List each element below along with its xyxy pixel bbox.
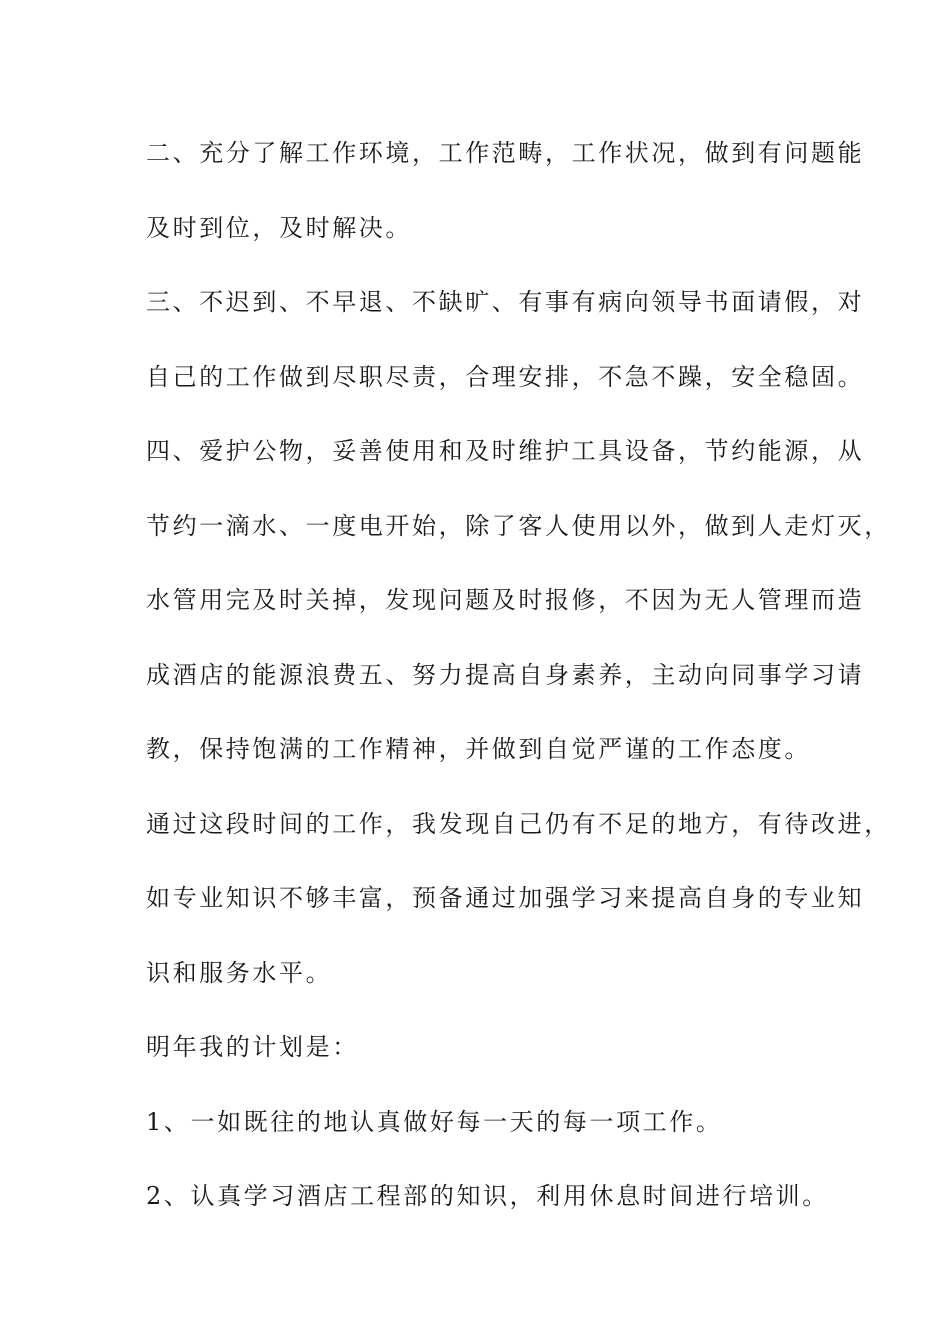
text-line: 1、一如既往的地认真做好每一天的每一项工作。 [146, 1107, 723, 1136]
text-line: 识和服务水平。 [146, 958, 333, 987]
text-line: 通过这段时间的工作，我发现自己仍有不足的地方，有待改进， [146, 809, 891, 838]
text-line: 及时到位，及时解决。 [146, 213, 412, 242]
text-line: 水管用完及时关掉，发现问题及时报修，不因为无人管理而造 [146, 586, 865, 614]
text-line: 四、爱护公物，妥善使用和及时维护工具设备，节约能源，从 [146, 437, 865, 465]
text-line: 明年我的计划是： [146, 1033, 359, 1061]
text-line: 节约一滴水、一度电开始，除了客人使用以外，做到人走灯灭， [146, 511, 891, 540]
text-line: 成酒店的能源浪费五、努力提高自身素养，主动向同事学习请 [146, 660, 865, 689]
text-line: 2、认真学习酒店工程部的知识，利用休息时间进行培训。 [146, 1182, 829, 1210]
text-line: 教，保持饱满的工作精神，并做到自觉严谨的工作态度。 [146, 735, 811, 763]
text-line: 如专业知识不够丰富，预备通过加强学习来提高自身的专业知 [146, 884, 865, 912]
text-line: 自己的工作做到尽职尽责，合理安排，不急不躁，安全稳固。 [146, 362, 865, 391]
text-line: 二、充分了解工作环境，工作范畴，工作状况，做到有问题能 [146, 139, 865, 167]
document-body [146, 116, 891, 1234]
text-line: 三、不迟到、不早退、不缺旷、有事有病向领导书面请假，对 [146, 288, 865, 316]
